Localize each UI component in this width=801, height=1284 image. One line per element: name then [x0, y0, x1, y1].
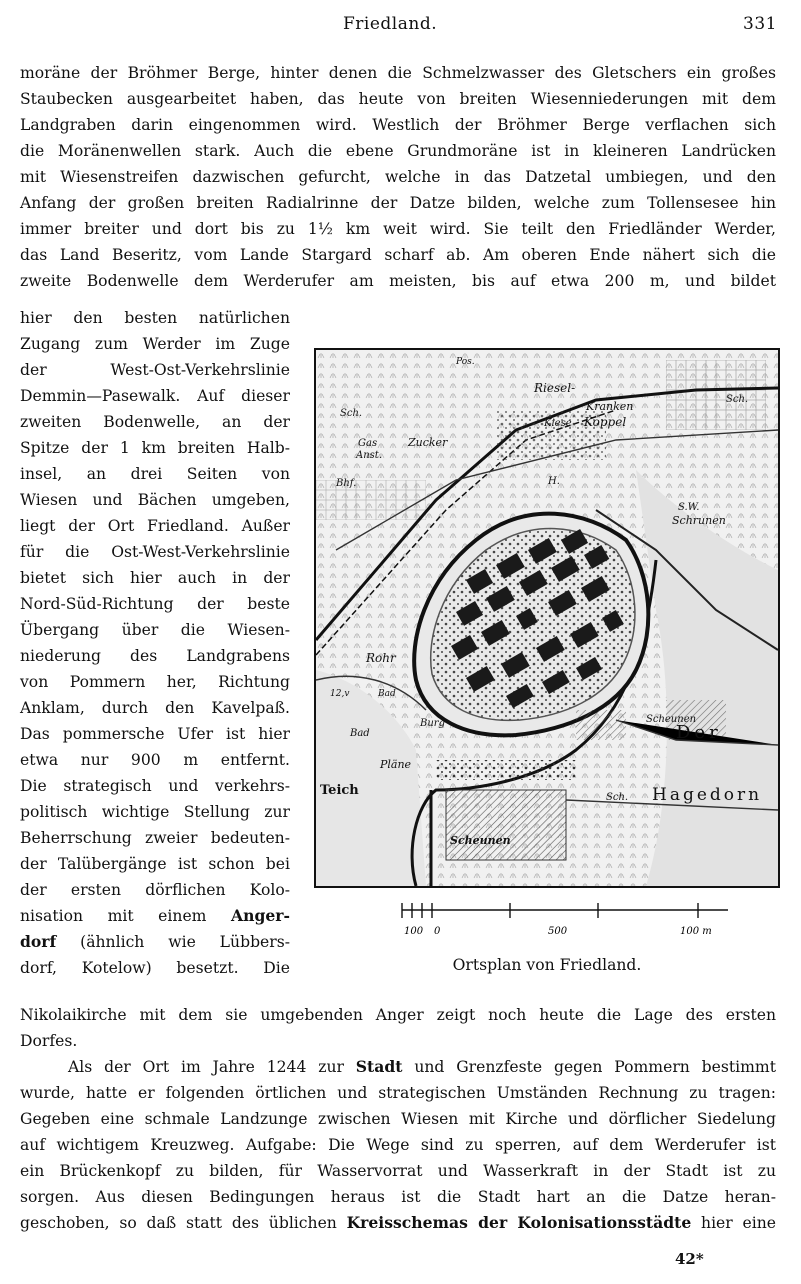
- column-line: Spitze der 1 km breiten Halb-: [20, 439, 290, 457]
- paragraph-start: [68, 1054, 776, 1080]
- map-label: Sch.: [340, 408, 363, 419]
- column-line: [20, 903, 290, 929]
- text-line: zweite Bodenwelle dem Werderufer am meisten, bis auf etwa 200 m, und bildet: [20, 272, 776, 290]
- text-line: das Land Beseritz, vom Lande Stargard scharf ab. Am oberen Ende nähert sich die: [20, 246, 776, 264]
- map-label: Der: [676, 722, 722, 743]
- column-line: niederung des Landgrabens: [20, 647, 290, 665]
- map-label: Schrunen: [672, 514, 726, 527]
- scale-label: 0: [434, 926, 441, 937]
- figure-caption: Ortsplan von Friedland.: [452, 956, 642, 974]
- text-line: moräne der Bröhmer Berge, hinter denen die Schmelzwasser des Gletschers ein großes: [20, 64, 776, 82]
- bold-term-dorf: dorf: [20, 932, 57, 951]
- text-line: Anfang der großen breiten Radialrinne der Datze bilden, welche zum Tollensesee hin: [20, 194, 776, 212]
- scale-label: 100 m: [680, 926, 712, 937]
- map-label: Kranken: [586, 400, 634, 413]
- map-label: Gas: [358, 438, 378, 449]
- text-span: geschoben, so daß statt des üblichen: [20, 1214, 347, 1232]
- scale-bar-drawing: [398, 896, 738, 942]
- page-number: 331: [743, 14, 777, 34]
- map-label: Bhf.: [336, 478, 357, 489]
- text-line: Nikolaikirche mit dem sie umgebenden Anger zeigt noch heute die Lage des ersten: [20, 1006, 776, 1024]
- text-span: Als der Ort im Jahre 1244 zur: [68, 1058, 356, 1076]
- column-line: Das pommersche Ufer ist hier: [20, 725, 290, 743]
- map-label: Sch.: [726, 394, 749, 405]
- map-label: Kiese: [544, 418, 572, 429]
- map-label: 12,v: [330, 689, 350, 699]
- map-label: Koppel: [584, 415, 627, 429]
- map-label: Riesel-: [534, 381, 576, 395]
- map-label: Rohr: [366, 651, 396, 665]
- column-line: Beherrschung zweier bedeuten-: [20, 829, 290, 847]
- column-line: der Talübergänge ist schon bei: [20, 855, 290, 873]
- column-line: Nord-Süd-Richtung der beste: [20, 595, 290, 613]
- scale-label: 100: [404, 926, 424, 937]
- map-label: Pläne: [380, 758, 412, 771]
- text-span: und Grenzfeste gegen Pommern bestimmt: [402, 1058, 776, 1076]
- map-label: Bad: [350, 728, 370, 739]
- text-line: ein Brückenkopf zu bilden, für Wasservorrat und Wasserkraft in der Stadt ist zu: [20, 1162, 776, 1180]
- map-label: Zucker: [408, 436, 448, 449]
- column-line: Übergang über die Wiesen-: [20, 621, 290, 639]
- bold-term-angerdorf: Anger-: [231, 906, 290, 925]
- column-line: dorf, Kotelow) besetzt. Die: [20, 959, 290, 977]
- text-line: sorgen. Aus diesen Bedingungen heraus ist die Stadt hart an die Datze heran-: [20, 1188, 776, 1206]
- column-line: für die Ost-West-Verkehrslinie: [20, 543, 290, 561]
- column-line: bietet sich hier auch in der: [20, 569, 290, 587]
- text-line: immer breiter und dort bis zu 1½ km weit wird. Sie teilt den Friedländer Werder,: [20, 220, 776, 238]
- map-label: Burg: [420, 718, 445, 729]
- column-line: hier den besten natürlichen: [20, 309, 290, 327]
- column-line: von Pommern her, Richtung: [20, 673, 290, 691]
- map-label: Anst.: [356, 450, 382, 461]
- map-label: Bad: [378, 689, 396, 699]
- text-line: mit Wiesenstreifen dazwischen gefurcht, welche in das Datzetal umbiegen, und den: [20, 168, 776, 186]
- column-line: Zugang zum Werder im Zuge: [20, 335, 290, 353]
- map-label: Scheunen: [646, 714, 697, 725]
- column-line: insel, an drei Seiten von: [20, 465, 290, 483]
- column-line: der ersten dörflichen Kolo-: [20, 881, 290, 899]
- column-line: Anklam, durch den Kavelpaß.: [20, 699, 290, 717]
- map-label: H.: [548, 476, 560, 487]
- text-line: Gegeben eine schmale Landzunge zwischen Wiesen mit Kirche und dörflicher Siedelung: [20, 1110, 776, 1128]
- column-line: Die strategisch und verkehrs-: [20, 777, 290, 795]
- map-label: Pos.: [456, 357, 475, 367]
- map-label: Scheunen: [450, 834, 511, 847]
- bold-term-kreisschema: Kreisschemas der Kolonisationsstädte: [346, 1213, 692, 1232]
- column-line: der West-Ost-Verkehrslinie: [20, 361, 290, 379]
- column-line: politisch wichtige Stellung zur: [20, 803, 290, 821]
- column-line: etwa nur 900 m entfernt.: [20, 751, 290, 769]
- text-line: Dorfes.: [20, 1032, 78, 1050]
- running-head: [0, 14, 801, 38]
- text-line: Landgraben darin eingenommen wird. Westlich der Bröhmer Berge verflachen sich: [20, 116, 776, 134]
- text-line: [20, 1210, 776, 1236]
- column-line: Wiesen und Bächen umgeben,: [20, 491, 290, 509]
- signature-mark: 42*: [675, 1250, 704, 1268]
- map-label: Teich: [320, 783, 359, 798]
- scale-label: 500: [548, 926, 568, 937]
- column-line-text: nisation mit einem: [20, 907, 207, 925]
- town-map: [314, 348, 780, 888]
- map-label: Hagedorn: [652, 785, 763, 805]
- running-title: Friedland.: [343, 14, 438, 34]
- text-line: die Moränenwellen stark. Auch die ebene Grundmoräne ist in kleineren Landrücken: [20, 142, 776, 160]
- column-line: Demmin—Pasewalk. Auf dieser: [20, 387, 290, 405]
- town-map-drawing: [316, 350, 778, 886]
- column-line: zweiten Bodenwelle, an der: [20, 413, 290, 431]
- map-label: Sch.: [606, 792, 629, 803]
- column-line-text: (ähnlich wie Lübbers-: [56, 933, 290, 951]
- map-label: S.W.: [678, 502, 700, 513]
- text-line: auf wichtigem Kreuzweg. Aufgabe: Die Wege sind zu sperren, auf dem Werderufer ist: [20, 1136, 776, 1154]
- column-line: [20, 929, 290, 955]
- map-scale-bar: [398, 896, 738, 942]
- text-span: hier eine: [691, 1214, 776, 1232]
- column-line: liegt der Ort Friedland. Außer: [20, 517, 290, 535]
- text-line: Staubecken ausgearbeitet haben, das heute von breiten Wiesenniederungen mit dem: [20, 90, 776, 108]
- bold-term-stadt: Stadt: [355, 1057, 403, 1076]
- text-line: wurde, hatte er folgenden örtlichen und strategischen Umständen Rechnung zu tragen:: [20, 1084, 776, 1102]
